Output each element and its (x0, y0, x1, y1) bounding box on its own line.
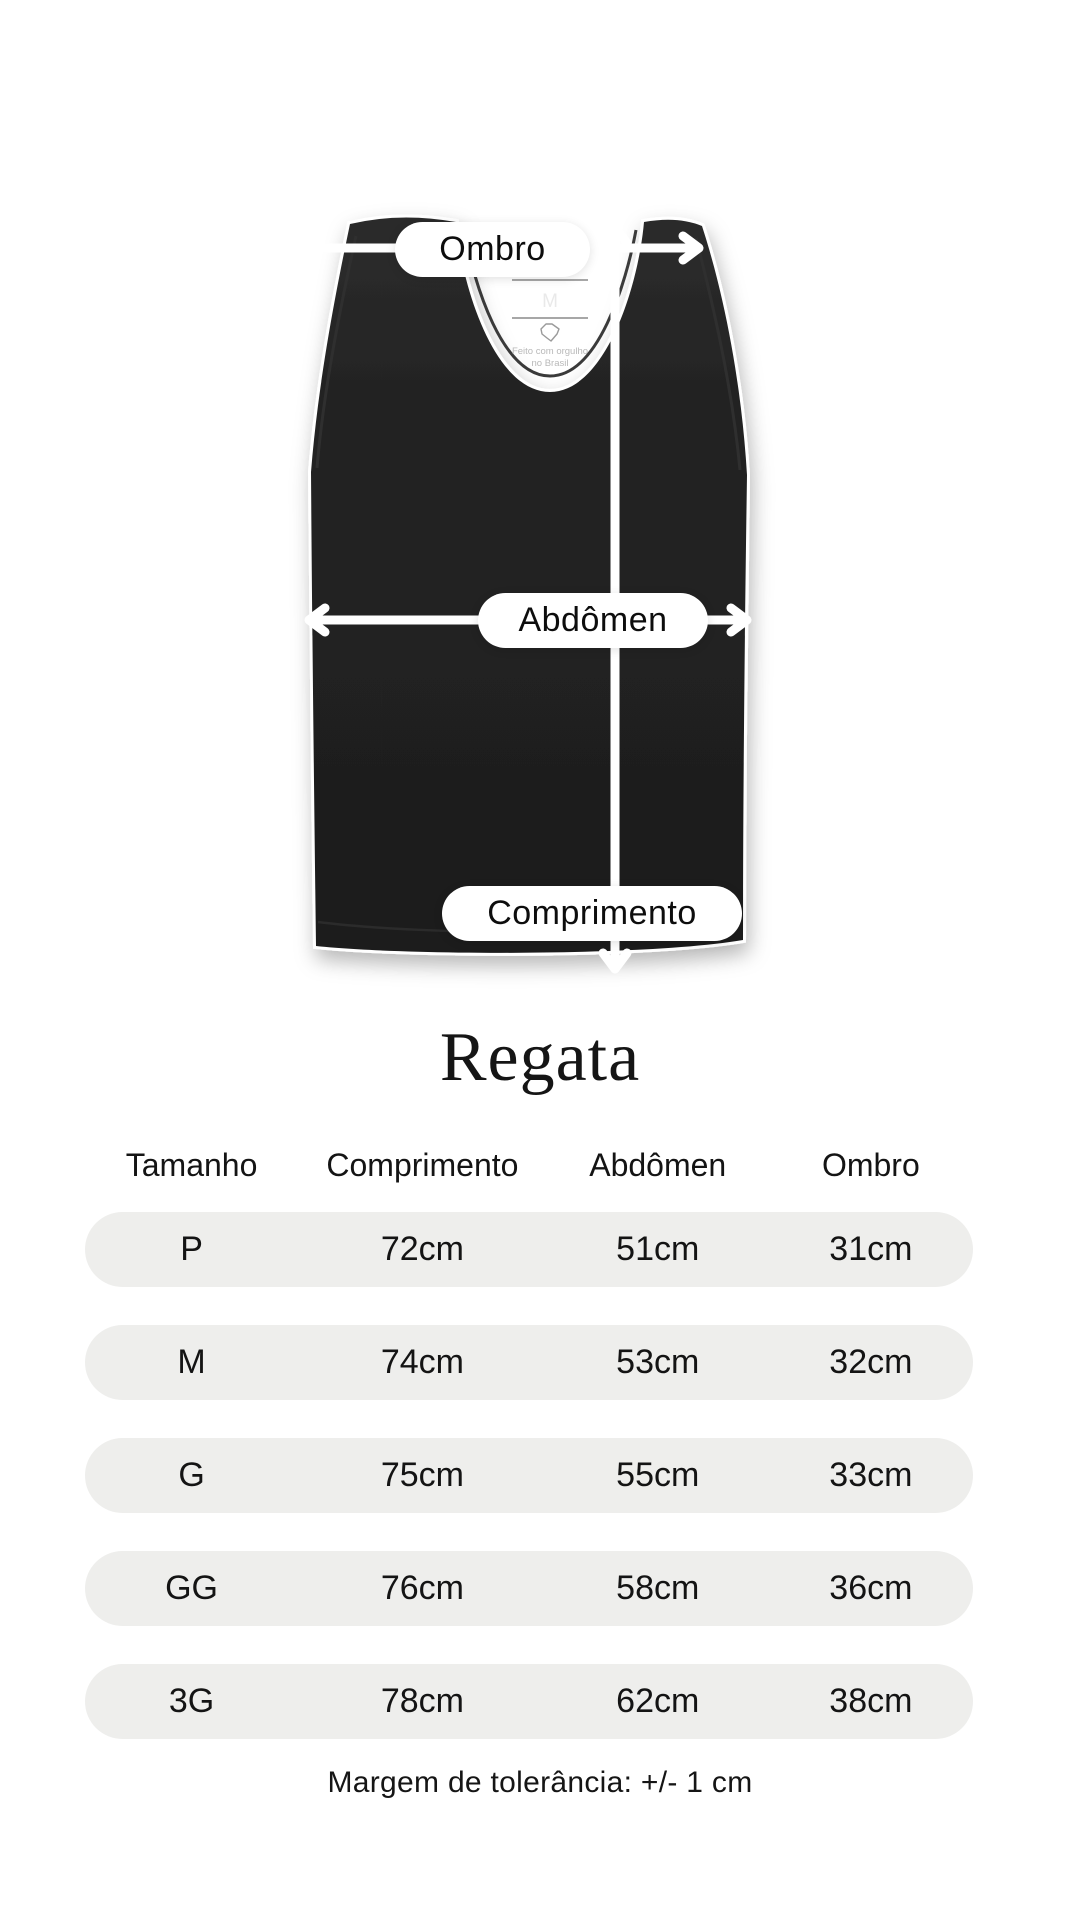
cell-ombro: 36cm (829, 1569, 913, 1607)
cell-tamanho: M (177, 1343, 206, 1381)
care-label-origin-2: no Brasil (531, 358, 569, 369)
size-row-3g (85, 1664, 973, 1739)
care-label-size: M (542, 291, 558, 312)
tank-top-diagram (250, 180, 800, 1000)
size-row-m (85, 1325, 973, 1400)
cell-abdomen: 53cm (616, 1343, 700, 1381)
tank-top-silhouette (311, 217, 747, 952)
column-header-tamanho: Tamanho (125, 1146, 258, 1183)
brazil-map-icon (541, 324, 559, 341)
cell-tamanho: 3G (168, 1682, 215, 1720)
cell-ombro: 32cm (829, 1343, 913, 1381)
length-label: Comprimento (487, 894, 697, 932)
cell-ombro: 33cm (829, 1456, 913, 1494)
length-label-pill (442, 886, 742, 941)
column-header-ombro: Ombro (821, 1146, 920, 1183)
cell-comprimento: 78cm (380, 1682, 464, 1720)
cell-comprimento: 72cm (380, 1230, 464, 1268)
size-row-p (85, 1212, 973, 1287)
page-title: Regata (439, 1019, 641, 1096)
cell-comprimento: 75cm (380, 1456, 464, 1494)
care-label-origin-1: Feito com orgulho (511, 346, 589, 357)
cell-abdomen: 51cm (616, 1230, 700, 1268)
table-header-row (85, 1140, 973, 1190)
cell-abdomen: 58cm (616, 1569, 700, 1607)
tolerance-note: Margem de tolerância: +/- 1 cm (327, 1766, 753, 1799)
shoulder-label-pill (395, 222, 590, 277)
abdomen-label-pill (478, 593, 708, 648)
size-row-g (85, 1438, 973, 1513)
cell-abdomen: 55cm (616, 1456, 700, 1494)
cell-comprimento: 76cm (380, 1569, 464, 1607)
size-row-gg (85, 1551, 973, 1626)
shoulder-label: Ombro (439, 230, 546, 268)
cell-comprimento: 74cm (380, 1343, 464, 1381)
column-header-comprimento: Comprimento (326, 1146, 519, 1183)
cell-tamanho: G (178, 1456, 205, 1494)
care-label (512, 280, 588, 369)
cell-ombro: 31cm (829, 1230, 913, 1268)
cell-tamanho: P (180, 1230, 203, 1268)
column-header-abdomen: Abdômen (589, 1146, 727, 1183)
abdomen-label: Abdômen (518, 601, 668, 639)
cell-abdomen: 62cm (616, 1682, 700, 1720)
cell-tamanho: GG (165, 1569, 218, 1607)
cell-ombro: 38cm (829, 1682, 913, 1720)
